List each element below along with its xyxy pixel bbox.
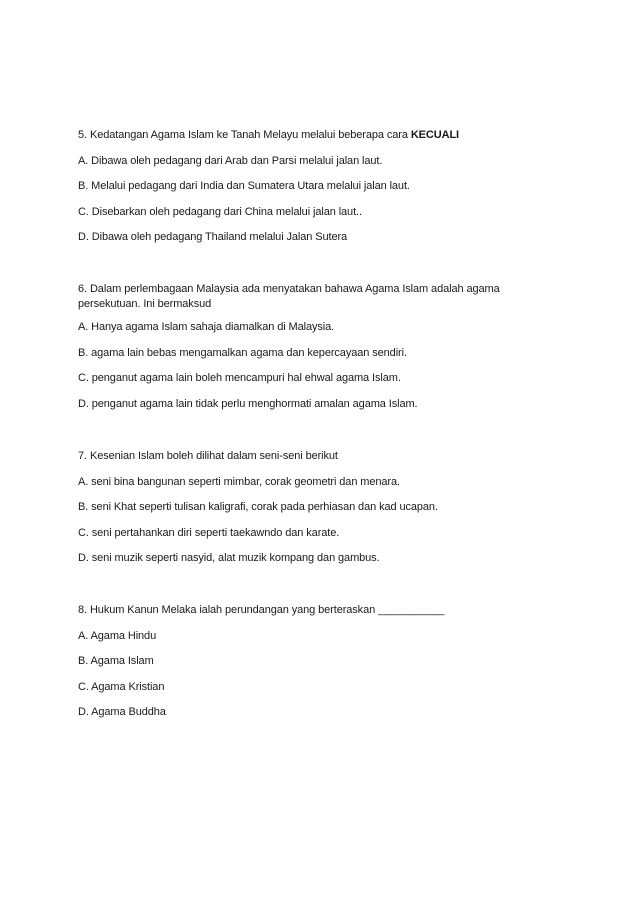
- option-c: C. Disebarkan oleh pedagang dari China melalui jalan laut..: [78, 205, 362, 218]
- question-stem-line-1: [78, 282, 558, 297]
- option-d: D. Dibawa oleh pedagang Thailand melalui Jalan Sutera: [78, 231, 348, 243]
- option-d: D. Agama Buddha: [78, 706, 166, 718]
- option-c: C. seni pertahankan diri seperti taekawndo dan karate.: [78, 526, 340, 539]
- question-8: [78, 603, 558, 731]
- question-text: Kesenian Islam boleh dilihat dalam seni-seni berikut: [89, 450, 338, 462]
- question-stem-line-2: persekutuan. Ini bermaksud: [78, 298, 212, 310]
- question-number: 6.: [78, 283, 87, 295]
- option-a: A. seni bina bangunan seperti mimbar, corak geometri dan menara.: [78, 475, 400, 488]
- question-text: Dalam perlembagaan Malaysia ada menyatakan bahawa Agama Islam adalah agama: [89, 283, 500, 295]
- option-a: A. Dibawa oleh pedagang dari Arab dan Parsi melalui jalan laut.: [78, 154, 383, 167]
- option-b: B. Agama Islam: [78, 655, 154, 667]
- question-7: [78, 449, 558, 577]
- option-a: A. Hanya agama Islam sahaja diamalkan di Malaysia.: [78, 321, 335, 333]
- question-6: [78, 282, 558, 422]
- option-d: D. seni muzik seperti nasyid, alat muzik kompang dan gambus.: [78, 552, 380, 564]
- option-c: C. penganut agama lain boleh mencampuri hal ehwal agama Islam.: [78, 372, 401, 384]
- option-a: A. Agama Hindu: [78, 629, 157, 642]
- question-5: [78, 128, 558, 256]
- question-stem: [78, 449, 558, 464]
- emphasis-text: KECUALI: [410, 129, 460, 141]
- option-b: B. seni Khat seperti tulisan kaligrafi, corak pada perhiasan dan kad ucapan.: [78, 501, 438, 513]
- question-number: 8.: [78, 604, 87, 616]
- option-b: B. agama lain bebas mengamalkan agama dan kepercayaan sendiri.: [78, 346, 407, 359]
- question-text: Kedatangan Agama Islam ke Tanah Melayu melalui beberapa cara: [89, 129, 408, 141]
- option-c: C. Agama Kristian: [78, 680, 165, 693]
- question-number: 7.: [78, 450, 87, 462]
- question-stem: [78, 603, 558, 618]
- option-d: D. penganut agama lain tidak perlu menghormati amalan agama Islam.: [78, 397, 418, 410]
- question-number: 5.: [78, 129, 87, 141]
- option-b: B. Melalui pedagang dari India dan Sumatera Utara melalui jalan laut.: [78, 180, 410, 192]
- question-stem: [78, 282, 558, 312]
- question-text: Hukum Kanun Melaka ialah perundangan yang berteraskan ___________: [89, 604, 445, 616]
- question-stem: [78, 128, 558, 143]
